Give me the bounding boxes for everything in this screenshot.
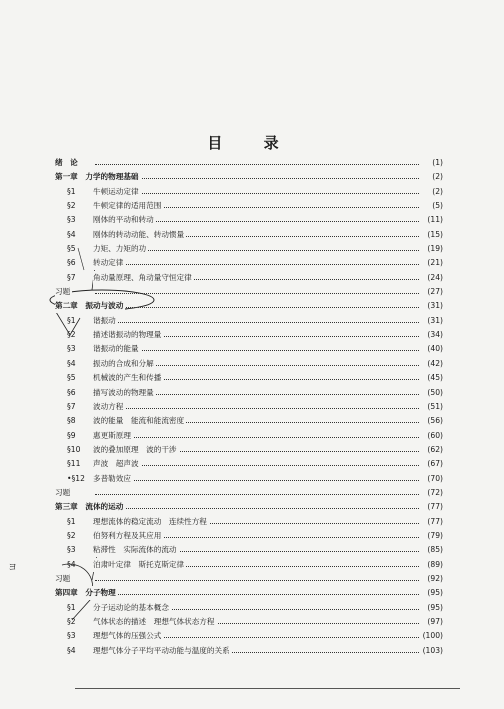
dot-leader bbox=[95, 322, 421, 323]
toc-entry bbox=[55, 457, 443, 471]
toc-section-number: §10 bbox=[67, 444, 81, 454]
toc-entry-title: 分子运动论的基本概念 bbox=[93, 601, 171, 615]
toc-page-number: (89) bbox=[419, 558, 443, 572]
toc-entry bbox=[55, 443, 443, 457]
toc-page-number: (85) bbox=[419, 543, 443, 557]
toc-section-number: •§12 bbox=[67, 473, 85, 483]
toc-page-number: (56) bbox=[419, 414, 443, 428]
toc-entry-title: 牛顿定律的适用范围 bbox=[93, 199, 163, 213]
toc-entry-title: 气体状态的描述 理想气体状态方程 bbox=[93, 615, 217, 629]
dot-leader bbox=[95, 164, 421, 165]
toc-page-number: (5) bbox=[419, 199, 443, 213]
toc-section-number: §1 bbox=[67, 186, 76, 196]
toc-entry-title: 第三章 流体的运动 bbox=[55, 500, 125, 514]
dot-leader bbox=[95, 580, 421, 581]
dot-leader bbox=[95, 494, 421, 495]
toc-entry-title: 刚体的转动动能、转动惯量 bbox=[93, 228, 186, 242]
toc-entry bbox=[55, 256, 443, 270]
toc-page-number: (24) bbox=[419, 271, 443, 285]
toc-entry bbox=[55, 199, 443, 213]
toc-entry bbox=[55, 629, 443, 643]
toc-entry bbox=[55, 185, 443, 199]
dot-leader bbox=[95, 264, 421, 265]
toc-section-number: §2 bbox=[67, 617, 76, 626]
toc-section-number: §3 bbox=[67, 545, 76, 555]
toc-entry bbox=[55, 213, 443, 227]
dot-leader bbox=[95, 193, 421, 194]
toc-section-number: §1 bbox=[67, 602, 76, 612]
toc-entry-title: 波的叠加原理 波的干涉 bbox=[93, 443, 179, 457]
toc-entry-title: 波动方程 bbox=[93, 400, 125, 414]
dot-leader bbox=[95, 437, 421, 438]
toc-entry-title: 习题 bbox=[55, 285, 72, 299]
toc-page-number: (62) bbox=[419, 443, 443, 457]
toc-section-number: §5 bbox=[67, 244, 76, 254]
toc-section-number: §1 bbox=[67, 516, 76, 526]
toc-entry bbox=[55, 529, 443, 543]
dot-leader bbox=[95, 465, 421, 466]
toc-entry bbox=[55, 615, 443, 629]
toc-page-number: (42) bbox=[419, 357, 443, 371]
toc-page-number: (51) bbox=[419, 400, 443, 414]
table-of-contents bbox=[55, 156, 443, 658]
toc-entry bbox=[55, 228, 443, 242]
toc-section-number: §6 bbox=[67, 258, 76, 268]
toc-page-number: (1) bbox=[419, 156, 443, 170]
toc-entry-title: 惠更斯原理 bbox=[93, 429, 133, 443]
toc-entry-title: 谐振动的能量 bbox=[93, 342, 141, 356]
toc-entry bbox=[55, 299, 443, 313]
toc-entry-title: 角动量原理、角动量守恒定律 bbox=[93, 271, 194, 285]
toc-entry-title: 振动的合成和分解 bbox=[93, 357, 156, 371]
toc-entry bbox=[55, 429, 443, 443]
toc-entry-title: 多普勒效应 bbox=[93, 472, 133, 486]
toc-entry bbox=[55, 285, 443, 299]
toc-section-number: §1 bbox=[67, 315, 76, 325]
toc-entry-title: 机械波的产生和传播 bbox=[93, 371, 163, 385]
toc-entry-title: 转动定律 bbox=[93, 256, 125, 270]
toc-entry bbox=[55, 371, 443, 385]
toc-section-number: §5 bbox=[67, 373, 76, 383]
dot-leader bbox=[95, 350, 421, 351]
dot-leader bbox=[95, 293, 421, 294]
toc-section-number: §4 bbox=[67, 229, 76, 239]
toc-entry-title: 粘滞性 实际流体的流动 bbox=[93, 543, 179, 557]
toc-page-number: (70) bbox=[419, 472, 443, 486]
toc-section-number: §2 bbox=[67, 530, 76, 540]
margin-mark: ヨ bbox=[8, 563, 18, 573]
toc-page-number: (34) bbox=[419, 328, 443, 342]
bottom-rule bbox=[75, 688, 460, 689]
toc-page-number: (21) bbox=[419, 256, 443, 270]
toc-entry-title: 第二章 振动与波动 bbox=[55, 299, 125, 313]
toc-page-number: (97) bbox=[419, 615, 443, 629]
toc-entry bbox=[55, 572, 443, 586]
toc-entry bbox=[55, 271, 443, 285]
toc-page-number: (77) bbox=[419, 515, 443, 529]
toc-page-number: (100) bbox=[419, 629, 443, 643]
toc-entry bbox=[55, 472, 443, 486]
toc-entry bbox=[55, 500, 443, 514]
toc-page-number: (27) bbox=[419, 285, 443, 299]
toc-entry-title: 理想流体的稳定流动 连续性方程 bbox=[93, 515, 209, 529]
toc-entry-title: 泊肃叶定律 斯托克斯定律 bbox=[93, 558, 186, 572]
toc-section-number: §11 bbox=[67, 459, 81, 469]
toc-page-number: (60) bbox=[419, 429, 443, 443]
toc-section-number: §2 bbox=[67, 201, 76, 211]
toc-entry bbox=[55, 558, 443, 572]
dot-leader bbox=[95, 178, 421, 179]
dot-leader bbox=[95, 408, 421, 409]
toc-section-number: §2 bbox=[67, 330, 76, 340]
toc-entry bbox=[55, 601, 443, 615]
toc-entry bbox=[55, 170, 443, 184]
toc-section-number: §3 bbox=[67, 344, 76, 354]
toc-entry bbox=[55, 357, 443, 371]
toc-entry-title: 描写波动的物理量 bbox=[93, 386, 156, 400]
toc-page-number: (95) bbox=[419, 586, 443, 600]
toc-section-number: §6 bbox=[67, 387, 76, 397]
toc-entry bbox=[55, 242, 443, 256]
toc-entry bbox=[55, 156, 443, 170]
toc-page-number: (103) bbox=[419, 644, 443, 658]
toc-entry bbox=[55, 328, 443, 342]
toc-page-number: (77) bbox=[419, 500, 443, 514]
toc-section-number: §3 bbox=[67, 631, 76, 641]
toc-entry bbox=[55, 314, 443, 328]
toc-entry bbox=[55, 400, 443, 414]
toc-entry-title: 力矩、力矩的功 bbox=[93, 242, 148, 256]
toc-entry-title: 习题 bbox=[55, 486, 72, 500]
toc-page-number: (79) bbox=[419, 529, 443, 543]
toc-section-number: §7 bbox=[67, 401, 76, 411]
toc-page-number: (19) bbox=[419, 242, 443, 256]
toc-entry-title: 声波 超声波 bbox=[93, 457, 141, 471]
toc-entry-title: 理想气体的压强公式 bbox=[93, 629, 163, 643]
toc-entry bbox=[55, 386, 443, 400]
toc-section-number: §4 bbox=[67, 645, 76, 655]
toc-section-number: §4 bbox=[67, 559, 76, 569]
toc-entry bbox=[55, 342, 443, 356]
toc-entry bbox=[55, 515, 443, 529]
toc-page-number: (2) bbox=[419, 185, 443, 199]
toc-entry-title: 伯努利方程及其应用 bbox=[93, 529, 163, 543]
toc-page-number: (15) bbox=[419, 228, 443, 242]
toc-page-number: (72) bbox=[419, 486, 443, 500]
toc-section-number: §8 bbox=[67, 416, 76, 426]
toc-section-number: §9 bbox=[67, 430, 76, 440]
toc-section-number: §4 bbox=[67, 358, 76, 368]
toc-section-number: §3 bbox=[67, 215, 76, 225]
toc-section-number: §7 bbox=[67, 272, 76, 282]
toc-entry-title: 习题 bbox=[55, 572, 72, 586]
dot-leader bbox=[95, 307, 421, 308]
toc-page-number: (92) bbox=[419, 572, 443, 586]
toc-entry-title: 第四章 分子物理 bbox=[55, 586, 118, 600]
dot-leader bbox=[95, 594, 421, 595]
toc-page-number: (50) bbox=[419, 386, 443, 400]
toc-entry-title: 波的能量 能流和能流密度 bbox=[93, 414, 186, 428]
toc-page-number: (67) bbox=[419, 457, 443, 471]
toc-page-number: (95) bbox=[419, 601, 443, 615]
toc-page-number: (2) bbox=[419, 170, 443, 184]
toc-page-number: (11) bbox=[419, 213, 443, 227]
toc-page-number: (31) bbox=[419, 299, 443, 313]
toc-entry bbox=[55, 414, 443, 428]
dot-leader bbox=[95, 480, 421, 481]
toc-entry bbox=[55, 644, 443, 658]
toc-entry-title: 第一章 力学的物理基础 bbox=[55, 170, 141, 184]
toc-entry bbox=[55, 543, 443, 557]
toc-entry bbox=[55, 586, 443, 600]
toc-entry-title: 理想气体分子平均平动动能与温度的关系 bbox=[93, 644, 232, 658]
toc-entry-title: 刚体的平动和转动 bbox=[93, 213, 156, 227]
toc-entry-title: 描述谐振动的物理量 bbox=[93, 328, 163, 342]
toc-entry bbox=[55, 486, 443, 500]
toc-entry-title: 谐振动 bbox=[93, 314, 118, 328]
toc-page-number: (31) bbox=[419, 314, 443, 328]
page-title: 目 录 bbox=[207, 134, 297, 152]
toc-page-number: (45) bbox=[419, 371, 443, 385]
toc-entry-title: 牛顿运动定律 bbox=[93, 185, 141, 199]
dot-leader bbox=[95, 508, 421, 509]
toc-entry-title: 绪 论 bbox=[55, 156, 80, 170]
toc-page-number: (40) bbox=[419, 342, 443, 356]
